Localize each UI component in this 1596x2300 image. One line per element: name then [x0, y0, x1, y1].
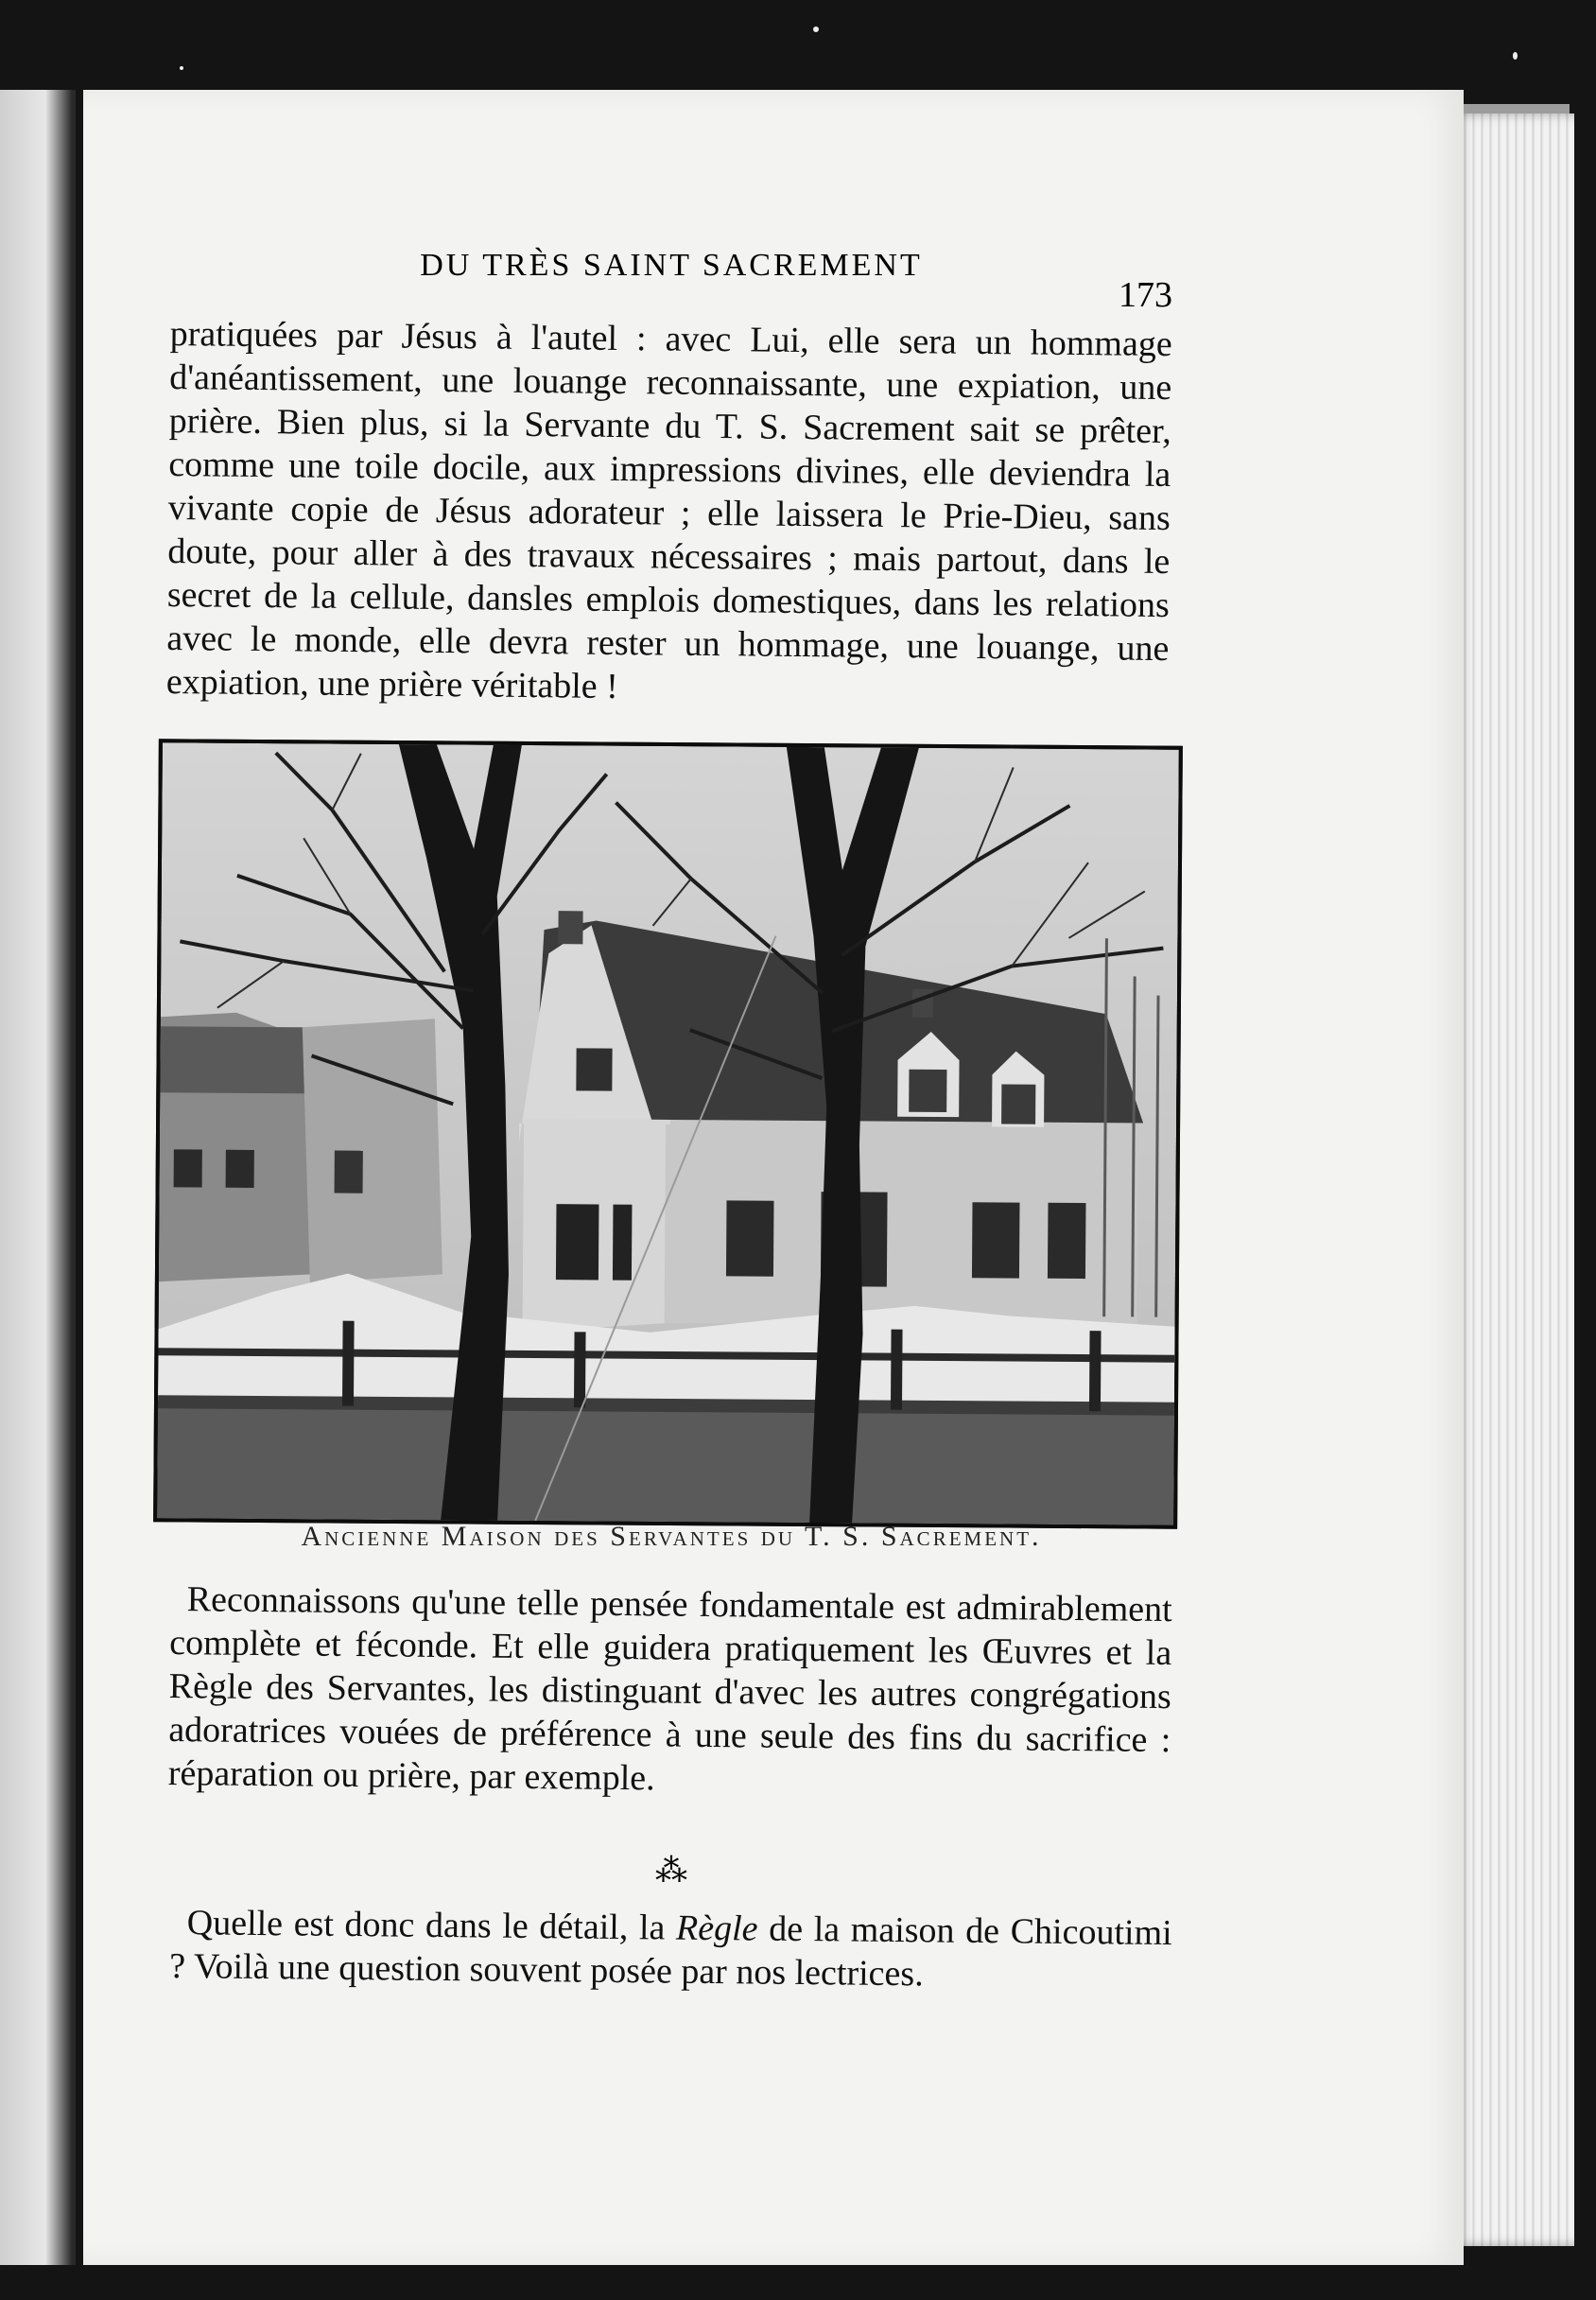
asterism: ⁂ [655, 1854, 687, 1889]
paragraph-3-text-a: Quelle est donc dans le détail, la [186, 1903, 677, 1948]
page-number: 173 [1119, 275, 1172, 315]
dust-speck [1513, 52, 1518, 60]
house-photograph [153, 739, 1183, 1529]
paragraph-3-italic: Règle [675, 1908, 758, 1949]
left-page-edge [0, 90, 76, 2265]
page-stack-edge [1451, 113, 1574, 2246]
paragraph-3-text-b: de la maison de Chicoutimi ? Voilà une question souvent posée par nos lectrices. [169, 1908, 1172, 1995]
dust-speck [813, 26, 819, 32]
paragraph-2: Reconnaissons qu'une telle pensée fondamentale est admirablement complète et féconde. Et elle guidera pratiquement les Œuvres et la Règle des Servantes, les distinguant d'avec les autres congrégations adoratrices vouées de préférence à une seule des fins du sacrifice : réparation ou prière, par exemple. [167, 1579, 1172, 1799]
dust-speck [180, 66, 183, 70]
running-head [170, 248, 1172, 315]
running-title: DU TRÈS SAINT SACREMENT [420, 248, 923, 283]
paragraph-3 [169, 1901, 1172, 1998]
paragraph-1: pratiquées par Jésus à l'autel : avec Lui, elle sera un hommage d'anéantissement, une louange reconnaissante, une expiation, une prière. Bien plus, si la Servante du T. S. Sacrement sait se prêter, comme une toile docile, aux impressions divines, elle deviendra la vivante copie de Jésus adorateur ; elle laissera le Prie-Dieu, sans doute, pour aller à des travaux nécessaires ; mais partout, dans le secret de la cellule, dansles emplois domestiques, dans les relations avec le monde, elle devra rester un hommage, une louange, une expiation, une prière véritable ! [165, 313, 1172, 706]
figure-caption: Ancienne Maison des Servantes du T. S. Sacrement. [301, 1521, 1042, 1552]
